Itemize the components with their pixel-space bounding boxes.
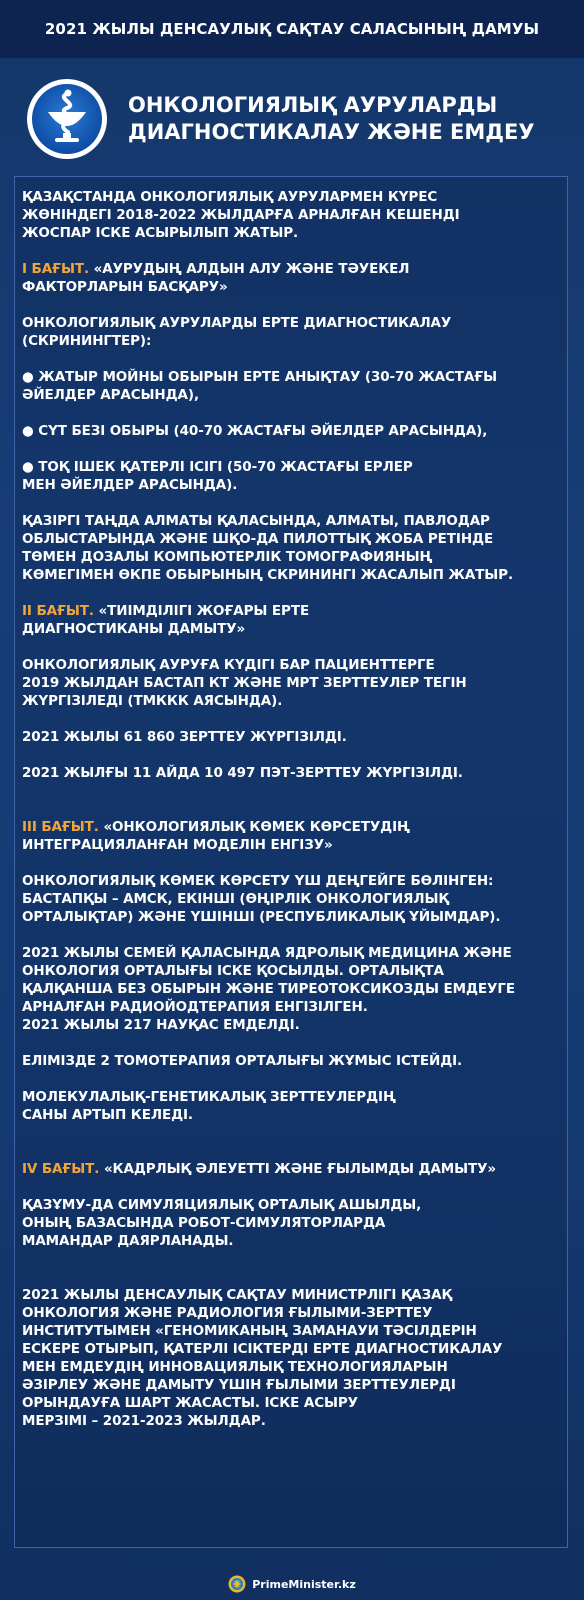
direction-2-paragraph-1: ОНКОЛОГИЯЛЫҚ АУРУҒА КҮДІГІ БАР ПАЦИЕНТТЕРГЕ 2019 ЖЫЛДАН БАСТАП КТ ЖӘНЕ МРТ ЗЕРТТЕУЛЕР ТЕГІН ЖҮРГІЗІЛЕДІ (ТМККК АЯСЫНДА). <box>22 657 467 709</box>
direction-1-bullet-3: ● ТОҚ ІШЕК ҚАТЕРЛІ ІСІГІ (50-70 ЖАСТАҒЫ ЕРЛЕР МЕН ӘЙЕЛДЕР АРАСЫНДА). <box>22 459 413 493</box>
direction-3-paragraph-3: ЕЛІМІЗДЕ 2 ТОМОТЕРАПИЯ ОРТАЛЫҒЫ ЖҰМЫС ІСТЕЙДІ. <box>22 1053 463 1069</box>
direction-4-paragraph-1: ҚАЗҰМУ-ДА СИМУЛЯЦИЯЛЫҚ ОРТАЛЫҚ АШЫЛДЫ, ОНЫҢ БАЗАСЫНДА РОБОТ-СИМУЛЯТОРЛАРДА МАМАНДАР ДАЯРЛАНАДЫ. <box>22 1197 422 1249</box>
medical-bowl-snake-icon <box>26 78 108 160</box>
direction-2-label: ІІ БАҒЫТ. <box>22 603 94 619</box>
direction-2-title: «ТИІМДІЛІГІ ЖОҒАРЫ ЕРТЕ ДИАГНОСТИКАНЫ ДАМЫТУ» <box>22 603 310 637</box>
direction-1-title: «АУРУДЫҢ АЛДЫН АЛУ ЖӘНЕ ТӘУЕКЕЛ ФАКТОРЛАРЫН БАСҚАРУ» <box>22 261 410 295</box>
top-banner <box>0 0 584 58</box>
direction-3-heading <box>22 818 562 854</box>
intro-text: ҚАЗАҚСТАНДА ОНКОЛОГИЯЛЫҚ АУРУЛАРМЕН КҮРЕС ЖӨНІНДЕГІ 2018-2022 ЖЫЛДАРҒА АРНАЛҒАН КЕШЕНДІ ЖОСПАР ІСКЕ АСЫРЫЛЫП ЖАТЫР. <box>22 189 460 241</box>
title-line-1: ОНКОЛОГИЯЛЫҚ АУРУЛАРДЫ <box>128 93 498 117</box>
direction-4-heading <box>22 1160 562 1178</box>
direction-3-title: «ОНКОЛОГИЯЛЫҚ КӨМЕК КӨРСЕТУДІҢ ИНТЕГРАЦИЯЛАНҒАН МОДЕЛІН ЕНГІЗУ» <box>22 819 410 853</box>
direction-4-paragraph-2: 2021 ЖЫЛЫ ДЕНСАУЛЫҚ САҚТАУ МИНИСТРЛІГІ ҚАЗАҚ ОНКОЛОГИЯ ЖӘНЕ РАДИОЛОГИЯ ҒЫЛЫМИ-ЗЕРТТЕУ ИНСТИТУТЫМЕН «ГЕНОМИКАНЫҢ ЗАМАНАУИ ТӘСІЛДЕРІН ЕСКЕРЕ ОТЫРЫП, ҚАТЕРЛІ ІСІКТЕРДІ ЕРТЕ ДИАГНОСТИКАЛАУ МЕН ЕМДЕУДІҢ ИННОВАЦИЯЛЫҚ ТЕХНОЛОГИЯЛАРЫН ӘЗІРЛЕУ ЖӘНЕ ДАМЫТУ ҮШІН ҒЫЛЫМИ ЗЕРТТЕУЛЕРДІ ОРЫНДАУҒА ШАРТ ЖАСАСТЫ. ІСКЕ АСЫРУ МЕРЗІМІ – 2021-2023 ЖЫЛДАР. <box>22 1287 503 1429</box>
direction-2-heading <box>22 602 562 638</box>
title-block <box>26 78 566 160</box>
direction-1-heading <box>22 260 562 296</box>
direction-3-paragraph-4: МОЛЕКУЛАЛЫҚ-ГЕНЕТИКАЛЫҚ ЗЕРТТЕУЛЕРДІҢ САНЫ АРТЫП КЕЛЕДІ. <box>22 1089 396 1123</box>
direction-2-paragraph-3: 2021 ЖЫЛҒЫ 11 АЙДА 10 497 ПЭТ-ЗЕРТТЕУ ЖҮРГІЗІЛДІ. <box>22 765 463 781</box>
direction-3-paragraph-1: ОНКОЛОГИЯЛЫҚ КӨМЕК КӨРСЕТУ ҮШ ДЕҢГЕЙГЕ БӨЛІНГЕН: БАСТАПҚЫ – АМСК, ЕКІНШІ (ӨҢІРЛІК ОНКОЛОГИЯЛЫҚ ОРТАЛЫҚТАР) ЖӘНЕ ҮШІНШІ (РЕСПУБЛИКАЛЫҚ ҰЙЫМДАР). <box>22 873 501 925</box>
direction-1-paragraph-2: ҚАЗІРГІ ТАҢДА АЛМАТЫ ҚАЛАСЫНДА, АЛМАТЫ, ПАВЛОДАР ОБЛЫСТАРЫНДА ЖӘНЕ ШҚО-ДА ПИЛОТТЫҚ ЖОБА РЕТІНДЕ ТӨМЕН ДОЗАЛЫ КОМПЬЮТЕРЛІК ТОМОГРАФИЯНЫҢ КӨМЕГІМЕН ӨКПЕ ОБЫРЫНЫҢ СКРИНИНГІ ЖАСАЛЫП ЖАТЫР. <box>22 513 513 583</box>
direction-1-bullet-2: ● СҮТ БЕЗІ ОБЫРЫ (40-70 ЖАСТАҒЫ ӘЙЕЛДЕР АРАСЫНДА), <box>22 423 488 439</box>
banner-title: 2021 ЖЫЛЫ ДЕНСАУЛЫҚ САҚТАУ САЛАСЫНЫҢ ДАМУЫ <box>44 20 540 38</box>
footer-source[interactable]: PrimeMinister.kz <box>252 1577 356 1591</box>
direction-2-paragraph-2: 2021 ЖЫЛЫ 61 860 ЗЕРТТЕУ ЖҮРГІЗІЛДІ. <box>22 729 347 745</box>
direction-1-label: І БАҒЫТ. <box>22 261 89 277</box>
direction-1-bullet-1: ● ЖАТЫР МОЙНЫ ОБЫРЫН ЕРТЕ АНЫҚТАУ (30-70 ЖАСТАҒЫ ӘЙЕЛДЕР АРАСЫНДА), <box>22 369 498 403</box>
kazakhstan-emblem-icon <box>228 1575 246 1593</box>
page-title <box>128 92 535 146</box>
direction-4-label: IV БАҒЫТ. <box>22 1161 100 1177</box>
title-line-2: ДИАГНОСТИКАЛАУ ЖӘНЕ ЕМДЕУ <box>128 120 535 144</box>
direction-4-title: «КАДРЛЫҚ ӘЛЕУЕТТІ ЖӘНЕ ҒЫЛЫМДЫ ДАМЫТУ» <box>103 1161 497 1177</box>
footer <box>0 1572 584 1596</box>
direction-3-label: ІІІ БАҒЫТ. <box>22 819 99 835</box>
direction-1-paragraph-1: ОНКОЛОГИЯЛЫҚ АУРУЛАРДЫ ЕРТЕ ДИАГНОСТИКАЛАУ (СКРИНИНГТЕР): <box>22 315 452 349</box>
direction-3-paragraph-2: 2021 ЖЫЛЫ СЕМЕЙ ҚАЛАСЫНДА ЯДРОЛЫҚ МЕДИЦИНА ЖӘНЕ ОНКОЛОГИЯ ОРТАЛЫҒЫ ІСКЕ ҚОСЫЛДЫ. ОРТАЛЫҚТА ҚАЛҚАНША БЕЗ ОБЫРЫН ЖӘНЕ ТИРЕОТОКСИКОЗДЫ ЕМДЕУГЕ АРНАЛҒАН РАДИОЙОДТЕРАПИЯ ЕНГІЗІЛГЕН. 2021 ЖЫЛЫ 217 НАУҚАС ЕМДЕЛДІ. <box>22 945 515 1033</box>
content-body <box>22 188 562 1430</box>
